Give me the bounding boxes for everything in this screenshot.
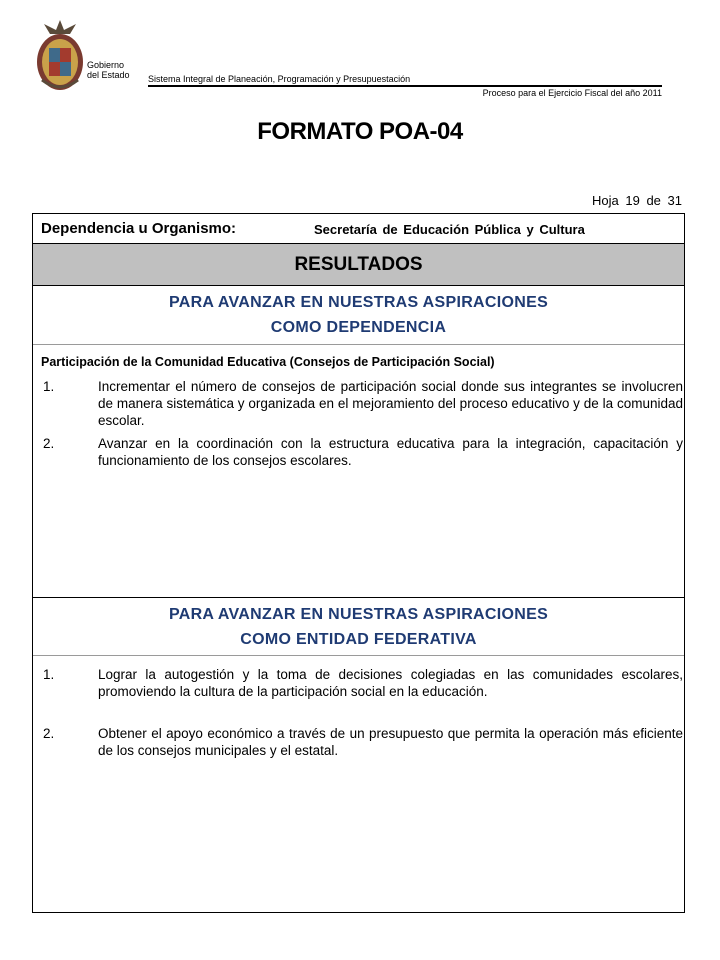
page-title: FORMATO POA-04 (257, 118, 463, 145)
section2-divider (33, 655, 684, 656)
system-name: Sistema Integral de Planeación, Programación y Presupuestación (148, 74, 411, 84)
dependency-label: Dependencia u Organismo: (41, 220, 237, 237)
page-counter: Hoja 19 de 31 (591, 193, 682, 208)
dependency-value: Secretaría de Educación Pública y Cultura (314, 222, 585, 237)
list-item: 1. Incrementar el número de consejos de participación social donde sus integrantes se involucren de manera sistemática y organizada en el mejoramiento del proceso educativo y de la comunidad escolar. (43, 379, 683, 428)
results-heading: RESULTADOS (33, 244, 684, 286)
form-frame (32, 213, 685, 913)
section1-divider (33, 344, 684, 345)
fiscal-process: Proceso para el Ejercicio Fiscal del año 2011 (482, 88, 662, 98)
header-rule (148, 85, 662, 87)
list-item: 2. Avanzar en la coordinación con la estructura educativa para la integración, capacitación y funcionamiento de los consejos escolares. (43, 436, 683, 468)
section2-heading: PARA AVANZAR EN NUESTRAS ASPIRACIONES COMO ENTIDAD FEDERATIVA (168, 606, 549, 648)
section-divider (33, 597, 684, 598)
section2-list (43, 666, 683, 759)
section1-subtitle: Participación de la Comunidad Educativa (Consejos de Participación Social) (41, 355, 495, 369)
section1-list (43, 378, 683, 469)
section1-heading: PARA AVANZAR EN NUESTRAS ASPIRACIONES COMO DEPENDENCIA (168, 294, 549, 336)
list-item: 2. Obtener el apoyo económico a través de un presupuesto que permita la operación más eficiente de los consejos municipales y el estatal. (43, 726, 683, 758)
dependency-row (33, 214, 684, 244)
government-label: Gobierno del Estado (87, 60, 130, 80)
state-coat-of-arms-icon (34, 14, 86, 96)
list-item: 1. Lograr la autogestión y la toma de decisiones colegiadas en las comunidades escolares, promoviendo la cultura de la participación social en la educación. (43, 667, 683, 699)
